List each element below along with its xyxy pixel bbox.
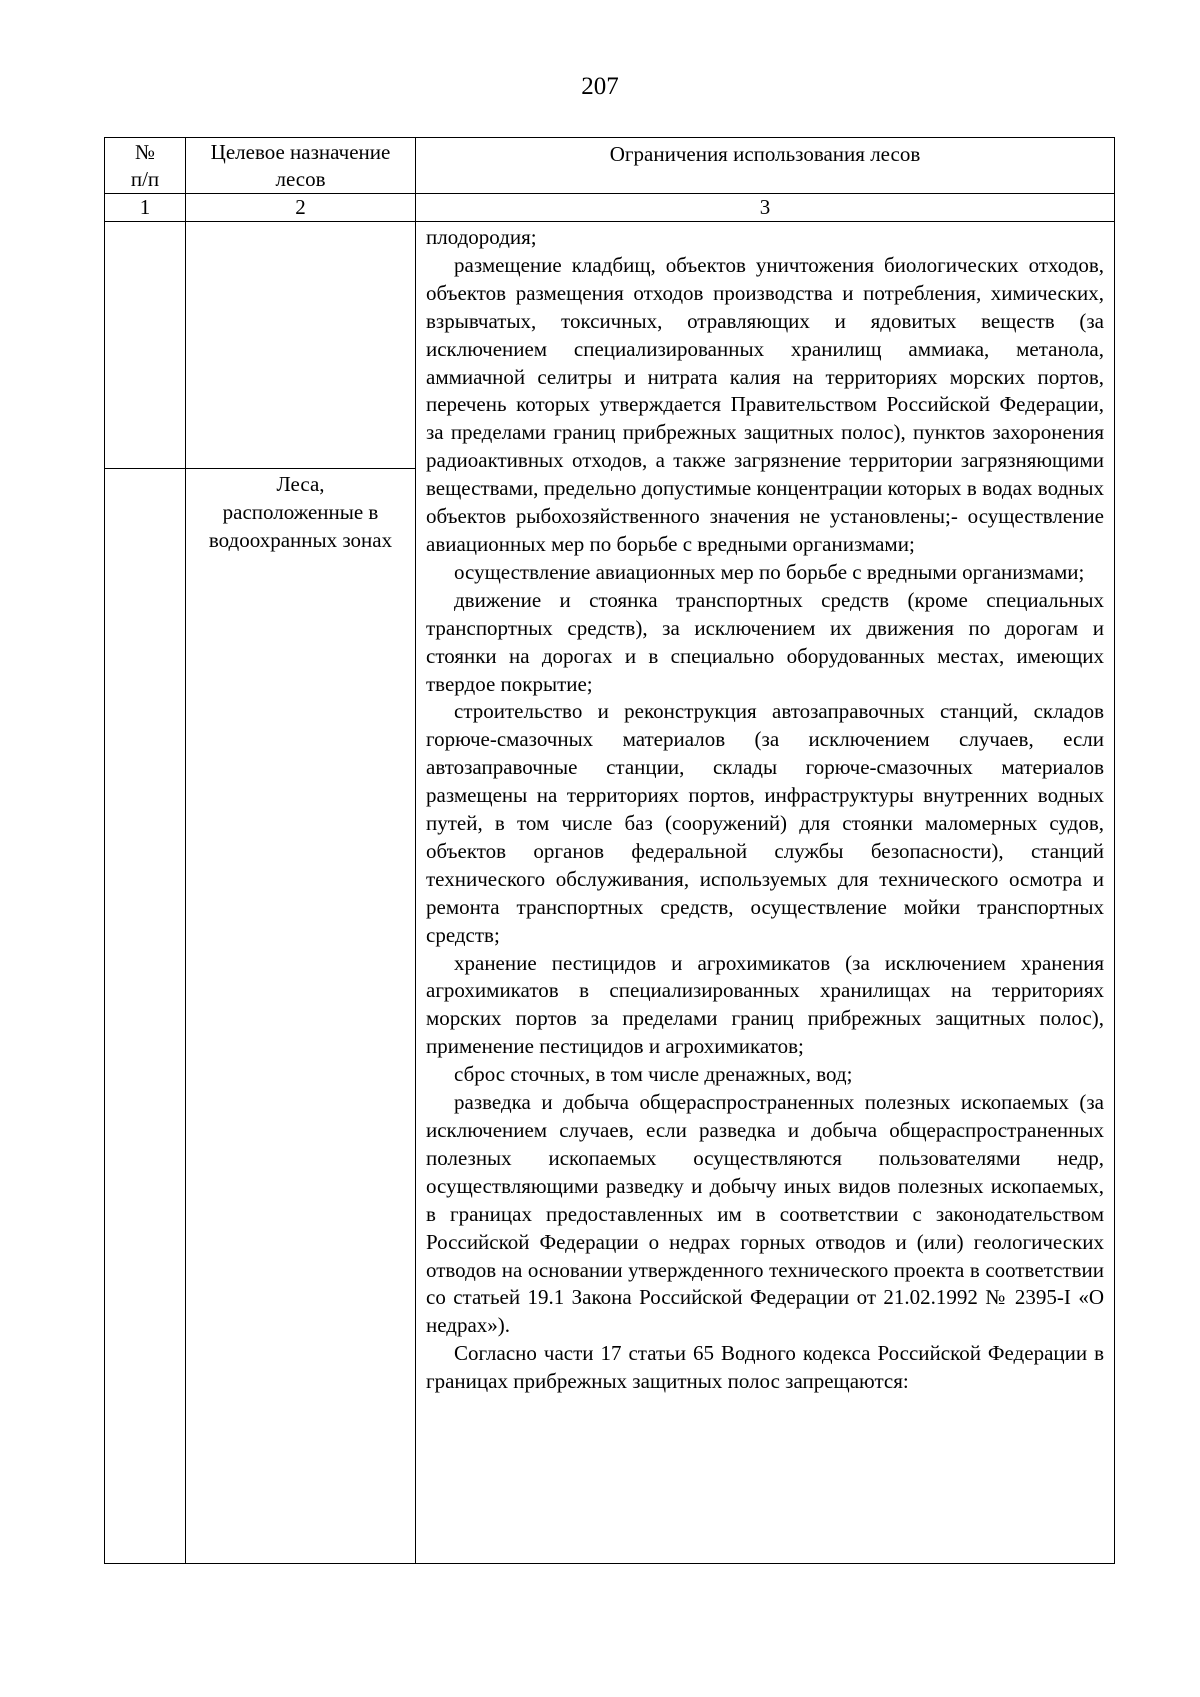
header-number: № п/п	[105, 138, 186, 194]
column-number-2: 2	[186, 194, 416, 222]
column-numbering-row	[105, 194, 1115, 222]
page-number: 207	[581, 73, 619, 100]
paragraph: сброс сточных, в том числе дренажных, вод;	[454, 1062, 853, 1087]
paragraph: хранение пестицидов и агрохимикатов (за исключением хранения агрохимикатов в специализированных хранилищах на территориях морских портов за пределами границ прибрежных защитных полос), применение пестицидов и агрохимикатов;	[426, 950, 1104, 1059]
header-restrictions: Ограничения использования лесов	[416, 138, 1115, 194]
paragraph: плодородия;	[426, 225, 537, 249]
paragraph: размещение кладбищ, объектов уничтожения биологических отходов, объектов размещения отходов производства и потребления, химических, взрывчатых, токсичных, отравляющих и ядовитых веществ (за исключением специализированных хранилищ аммиака, метанола, аммиачной селитры и нитрата калия на территориях морских портов, перечень которых утверждается Правительством Российской Федерации, за пределами границ прибрежных защитных полос), пунктов захоронения радиоактивных отходов, а также загрязнение территории загрязняющими веществами, предельно допустимые концентрации которых в водах водных объектов рыбохозяйственного значения не установлены;- осуществление авиационных мер по борьбе с вредными организмами;	[426, 252, 1104, 556]
table-header-row	[105, 138, 1115, 194]
row-divider	[185, 468, 416, 469]
forest-restrictions-table	[104, 137, 1115, 1564]
paragraph: движение и стоянка транспортных средств (кроме специальных транспортных средств), за исключением их движения по дорогам и стоянки на дорогах и в специально оборудованных местах, имеющих твердое покрытие;	[426, 587, 1104, 696]
restrictions-text	[416, 222, 1114, 1396]
forest-purpose: Леса, расположенные в водоохранных зонах	[208, 472, 393, 552]
row-divider	[104, 468, 186, 469]
column-number-3: 3	[416, 194, 1115, 222]
table-row	[105, 222, 1115, 1564]
paragraph: разведка и добыча общераспространенных полезных ископаемых (за исключением случаев, если разведка и добыча общераспространенных полезных ископаемых осуществляются пользователями недр, осуществляющими разведку и добычу иных видов полезных ископаемых, в границах предоставленных им в соответствии с законодательством Российской Федерации о недрах горных отводов и (или) геологических отводов на основании утвержденного технического проекта в соответствии со статьей 19.1 Закона Российской Федерации от 21.02.1992 № 2395-I «О недрах»).	[426, 1090, 1104, 1338]
header-purpose: Целевое назначение лесов	[186, 138, 416, 194]
purpose-cell	[186, 222, 416, 1564]
paragraph: Согласно части 17 статьи 65 Водного кодекса Российской Федерации в границах прибрежных защитных полос запрещаются:	[426, 1341, 1104, 1394]
row-number-cell	[105, 222, 186, 1564]
restrictions-cell	[416, 222, 1115, 1564]
paragraph: строительство и реконструкция автозаправочных станций, складов горюче-смазочных материалов (за исключением случаев, если автозаправочные станции, склады горюче-смазочных материалов размещены на территориях портов, инфраструктуры внутренних водных путей, в том числе баз (сооружений) для стоянки маломерных судов, объектов органов федеральной службы безопасности), станций технического обслуживания, используемых для технического осмотра и ремонта транспортных средств, осуществление мойки транспортных средств;	[426, 699, 1104, 947]
column-number-1: 1	[105, 194, 186, 222]
paragraph: осуществление авиационных мер по борьбе с вредными организмами;	[454, 559, 1085, 584]
